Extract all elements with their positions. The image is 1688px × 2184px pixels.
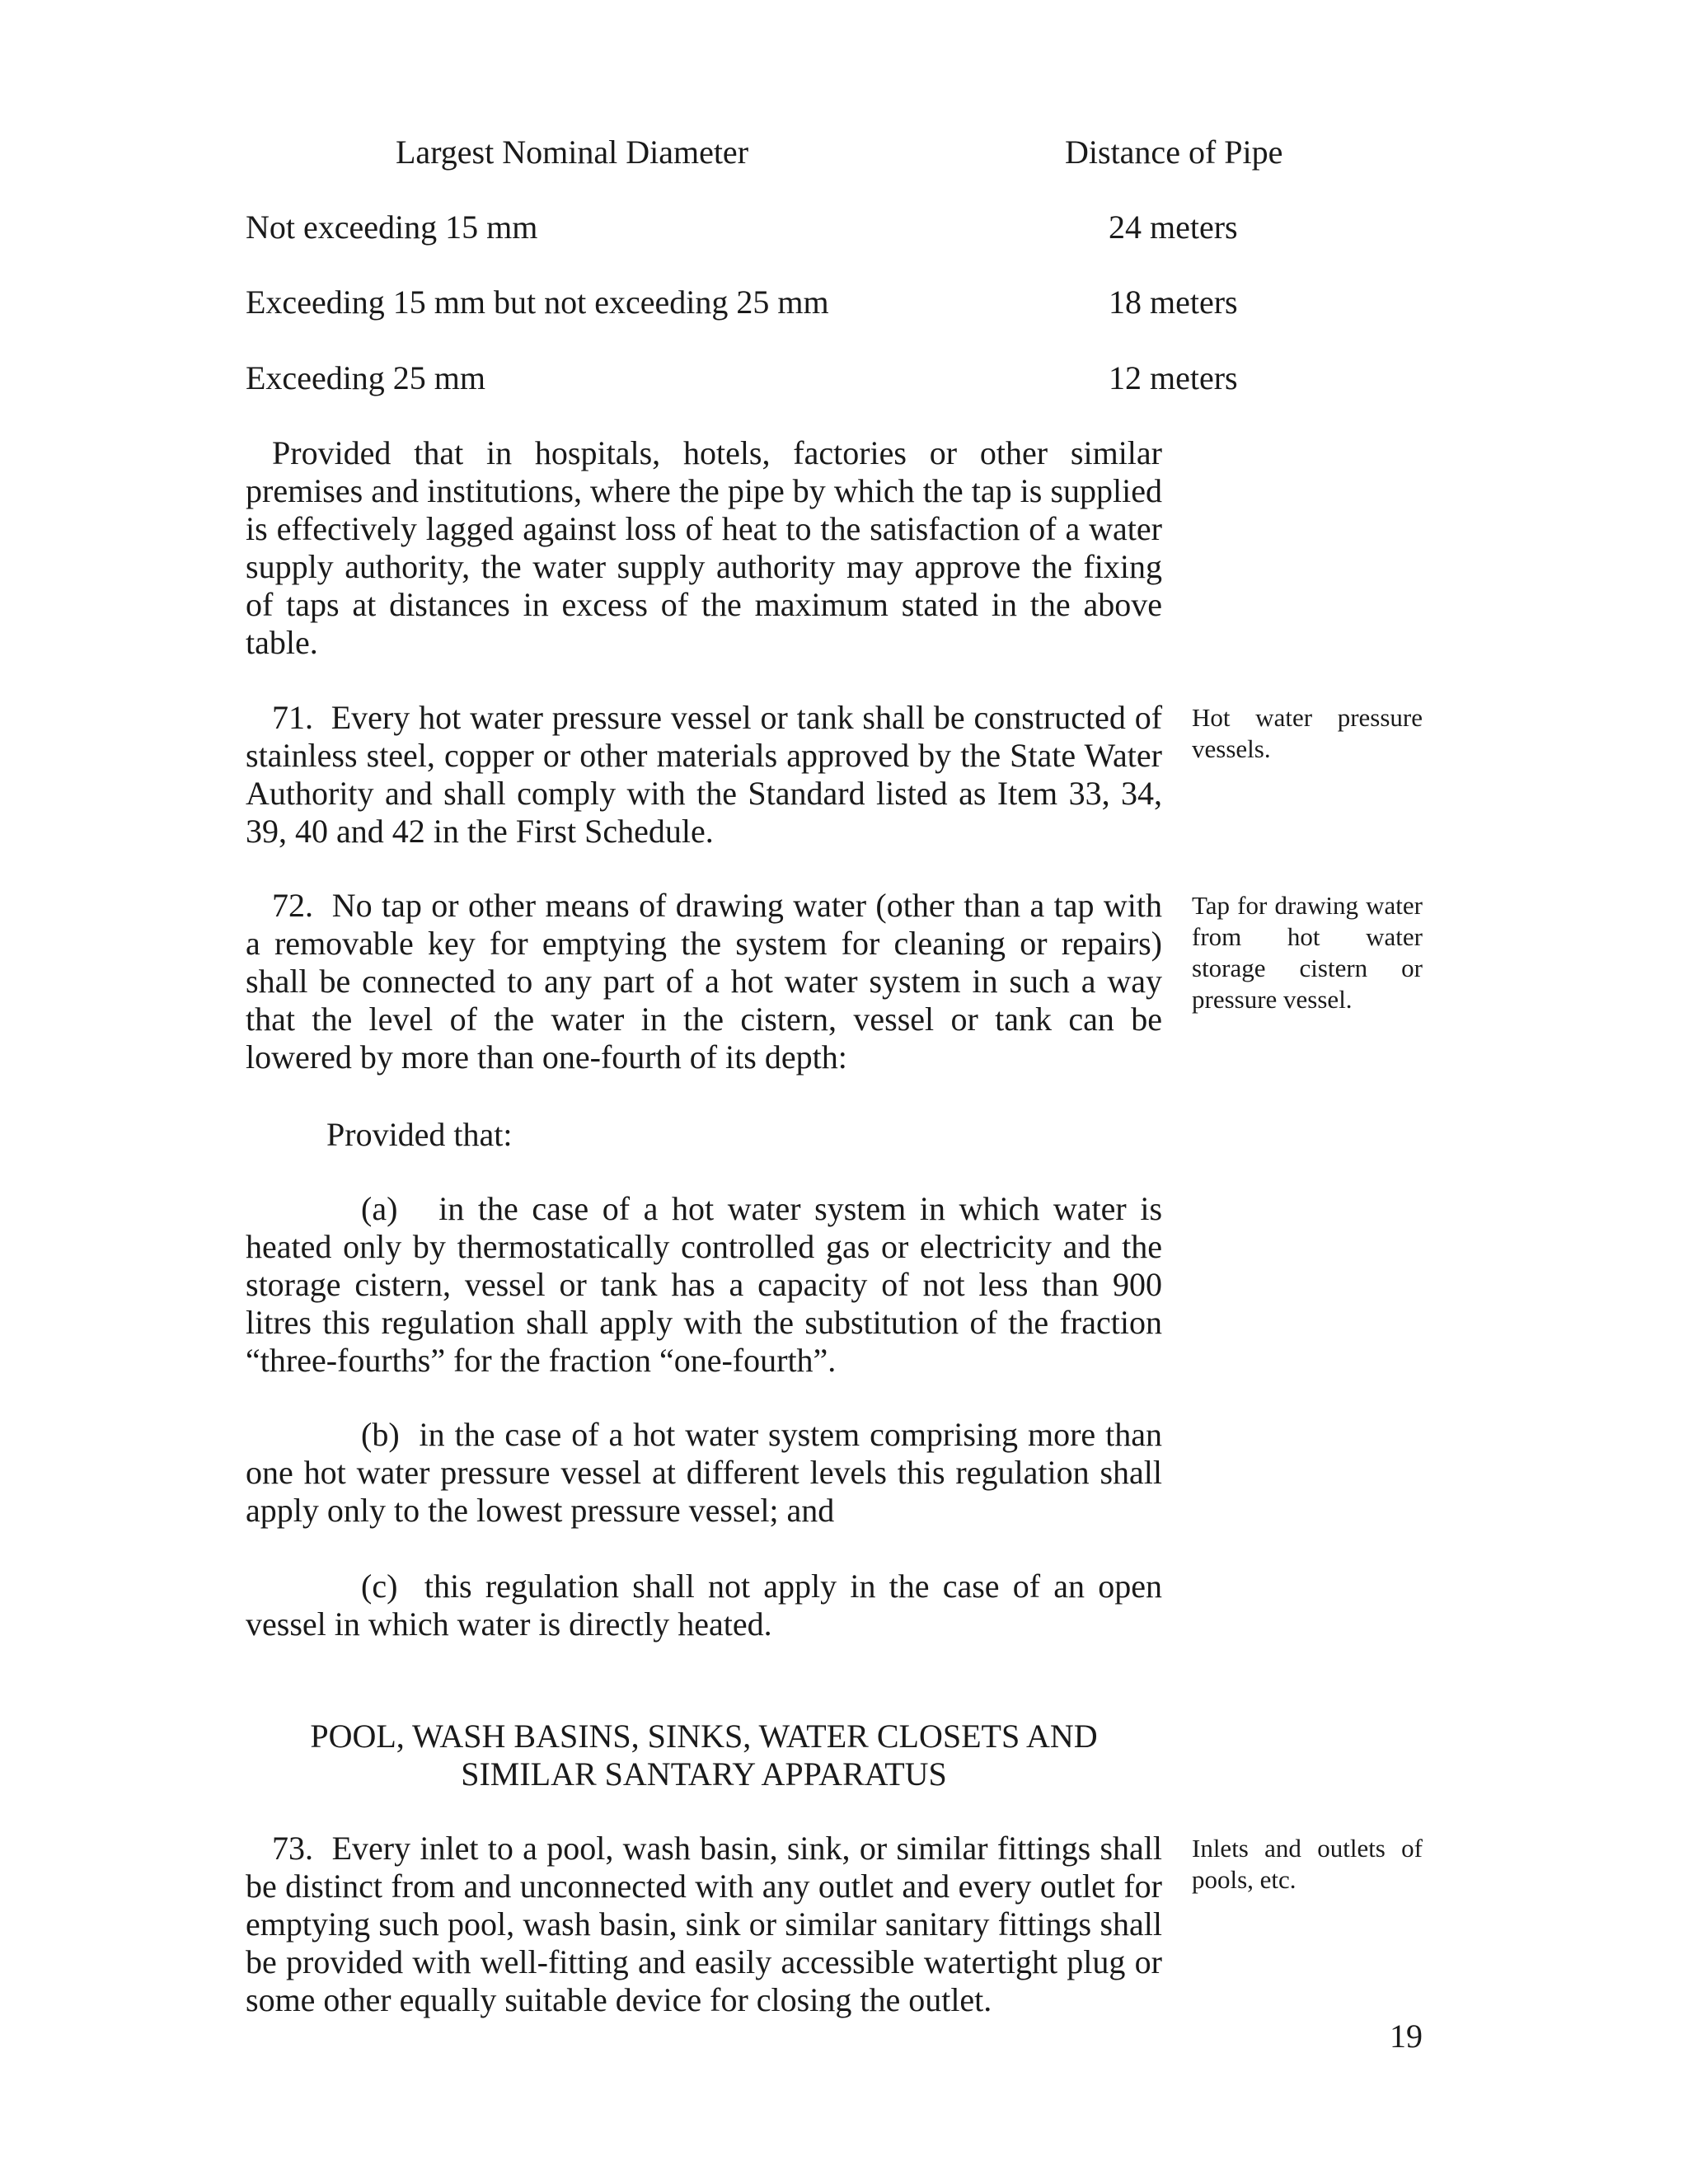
proviso-paragraph: Provided that in hospitals, hotels, factories or other similar premises and institutions, where the pipe by which the tap is supplied is effectively lagged against loss of heat to the satisfaction of a water supply authority, the water supply authority may approve the fixing of taps at distances in excess of the maximum stated in the above table. xyxy=(246,434,1162,661)
clause-text: in the case of a hot water system in which water is heated only by thermostatically controlled gas or electricity and the storage cistern, vessel or tank has a capacity of not less than 900 litres this regulation shall apply with the substitution of the fraction “three-fourths” for the fraction “one-fourth”. xyxy=(246,1190,1163,1379)
clause-a xyxy=(246,1190,1162,1380)
table-row xyxy=(246,359,1238,397)
clause-c xyxy=(246,1568,1162,1643)
margin-note-73: Inlets and outlets of pools, etc. xyxy=(1192,1834,1423,1894)
table-cell-diameter: Not exceeding 15 mm xyxy=(246,209,538,246)
provided-that-label: Provided that: xyxy=(326,1116,513,1153)
table-header-diameter: Largest Nominal Diameter xyxy=(396,134,749,171)
clause-label: (c) xyxy=(361,1568,398,1605)
section-71 xyxy=(246,699,1162,851)
clause-b xyxy=(246,1416,1162,1530)
table-row xyxy=(246,209,1238,246)
section-heading xyxy=(246,1718,1162,1793)
clause-text: this regulation shall not apply in the case of an open vessel in which water is directly heated. xyxy=(246,1568,1163,1643)
section-72 xyxy=(246,887,1162,1076)
page-number: 19 xyxy=(1390,2018,1423,2055)
table-cell-distance: 24 meters xyxy=(1109,209,1238,246)
heading-line-2: SIMILAR SANTARY APPARATUS xyxy=(461,1755,947,1793)
clause-label: (a) xyxy=(361,1190,398,1227)
section-text: No tap or other means of drawing water (other than a tap with a removable key for emptying the system for cleaning or repairs) shall be connected to any part of a hot water system in such a way that the level of the water in the cistern, vessel or tank can be lowered by more than one-fourth of its depth: xyxy=(246,887,1163,1076)
table-row xyxy=(246,284,1238,321)
table-cell-distance: 12 meters xyxy=(1109,359,1238,396)
margin-note-72: Tap for drawing water from hot water storage cistern or pressure vessel. xyxy=(1192,891,1423,1014)
section-number: 72. xyxy=(272,887,313,924)
section-text: Every inlet to a pool, wash basin, sink, or similar fittings shall be distinct from and unconnected with any outlet and every outlet for emptying such pool, wash basin, sink or similar sanitary fittings shall be provided with well-fitting and easily accessible watertight plug or some other equally suitable device for closing the outlet. xyxy=(246,1830,1163,2018)
clause-text: in the case of a hot water system comprising more than one hot water pressure vessel at different levels this regulation shall apply only to the lowest pressure vessel; and xyxy=(246,1416,1162,1529)
table-cell-diameter: Exceeding 15 mm but not exceeding 25 mm xyxy=(246,284,829,321)
heading-line-1: POOL, WASH BASINS, SINKS, WATER CLOSETS AND xyxy=(310,1718,1098,1755)
section-text: Every hot water pressure vessel or tank shall be constructed of stainless steel, copper or other materials approved by the State Water Authority and shall comply with the Standard listed as Item 33, 34, 39, 40 and 42 in the First Schedule. xyxy=(246,699,1163,850)
section-73 xyxy=(246,1830,1162,2019)
margin-note-71: Hot water pressure vessels. xyxy=(1192,703,1423,763)
clause-label: (b) xyxy=(361,1416,400,1453)
table-cell-distance: 18 meters xyxy=(1109,284,1238,321)
table-header-distance: Distance of Pipe xyxy=(1065,134,1283,171)
table-cell-diameter: Exceeding 25 mm xyxy=(246,359,486,396)
section-number: 73. xyxy=(272,1830,313,1867)
section-number: 71. xyxy=(272,699,313,736)
